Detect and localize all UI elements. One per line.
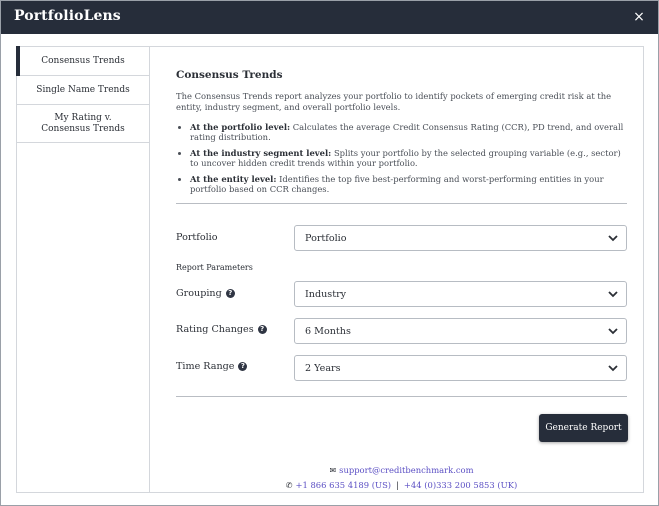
sidebar-item-label: My Rating v. Consensus Trends — [41, 112, 125, 134]
portfolio-label — [176, 232, 218, 243]
rating-changes-label-text: Rating Changes — [176, 324, 254, 335]
dialog-content — [16, 46, 644, 493]
contact-phone-row — [176, 480, 627, 490]
time-range-label-text: Time Range — [176, 361, 235, 372]
list-item — [190, 122, 626, 143]
feature-list — [190, 122, 626, 199]
sidebar-item-my-rating-v-consensus[interactable] — [17, 105, 149, 143]
grouping-label-text: Grouping — [176, 288, 222, 299]
report-panel — [176, 47, 627, 492]
rating-changes-select[interactable] — [294, 318, 627, 344]
chevron-down-icon — [608, 234, 618, 242]
phone-separator: | — [396, 480, 399, 490]
divider — [176, 203, 627, 204]
question-circle-icon[interactable]: ? — [258, 325, 267, 334]
question-circle-icon[interactable]: ? — [226, 289, 235, 298]
phone-icon: ✆ — [285, 481, 293, 490]
sidebar-item-label: Single Name Trends — [36, 84, 130, 95]
sidebar-item-single-name-trends[interactable] — [17, 76, 149, 105]
bullet-lead: At the entity level: — [190, 173, 277, 184]
grouping-select[interactable] — [294, 281, 627, 307]
app-title: PortfolioLens — [14, 8, 121, 24]
sidebar-item-label: Consensus Trends — [41, 55, 125, 66]
list-item — [190, 148, 626, 169]
page-title: Consensus Trends — [176, 69, 283, 81]
intro-text: The Consensus Trends report analyzes your portfolio to identify pockets of emerging credit risk at the entity, industry segment, and overall portfolio levels. — [176, 91, 612, 112]
time-range-select[interactable] — [294, 355, 627, 381]
envelope-icon: ✉ — [329, 466, 337, 475]
question-circle-icon[interactable]: ? — [238, 362, 247, 371]
bullet-text: Calculates the average Credit Consensus Rating (CCR), PD trend, and overall rating distribution. — [190, 122, 624, 143]
chevron-down-icon — [608, 364, 618, 372]
support-email-link[interactable]: support@creditbenchmark.com — [339, 465, 474, 475]
rating-changes-label — [176, 324, 267, 335]
rating-changes-select-value: 6 Months — [305, 325, 351, 337]
report-sidebar — [17, 47, 150, 492]
portfolio-select[interactable] — [294, 225, 627, 251]
generate-report-button[interactable]: Generate Report — [539, 414, 628, 442]
bullet-lead: At the industry segment level: — [190, 147, 332, 158]
portfolio-label-text: Portfolio — [176, 232, 218, 243]
report-parameters-label: Report Parameters — [176, 263, 253, 272]
bullet-text: Identifies the top five best-performing and worst-performing entities in your portfolio based on CCR changes. — [190, 173, 604, 195]
divider — [176, 396, 627, 397]
phone-us-link[interactable]: +1 866 635 4189 (US) — [295, 480, 392, 490]
close-icon[interactable]: × — [633, 9, 645, 25]
bullet-text: Splits your portfolio by the selected grouping variable (e.g., sector) to uncover hidden credit trends within your portfolio. — [190, 147, 621, 169]
title-bar — [1, 1, 658, 34]
chevron-down-icon — [608, 327, 618, 335]
time-range-select-value: 2 Years — [305, 362, 341, 374]
contact-email-row — [176, 465, 627, 475]
chevron-down-icon — [608, 290, 618, 298]
grouping-select-value: Industry — [305, 288, 347, 300]
list-item — [190, 174, 626, 195]
sidebar-item-consensus-trends[interactable] — [17, 47, 149, 76]
time-range-label — [176, 361, 247, 372]
grouping-label — [176, 288, 235, 299]
phone-uk-link[interactable]: +44 (0)333 200 5853 (UK) — [403, 480, 518, 490]
bullet-lead: At the portfolio level: — [190, 122, 291, 132]
portfolio-select-value: Portfolio — [305, 232, 347, 244]
